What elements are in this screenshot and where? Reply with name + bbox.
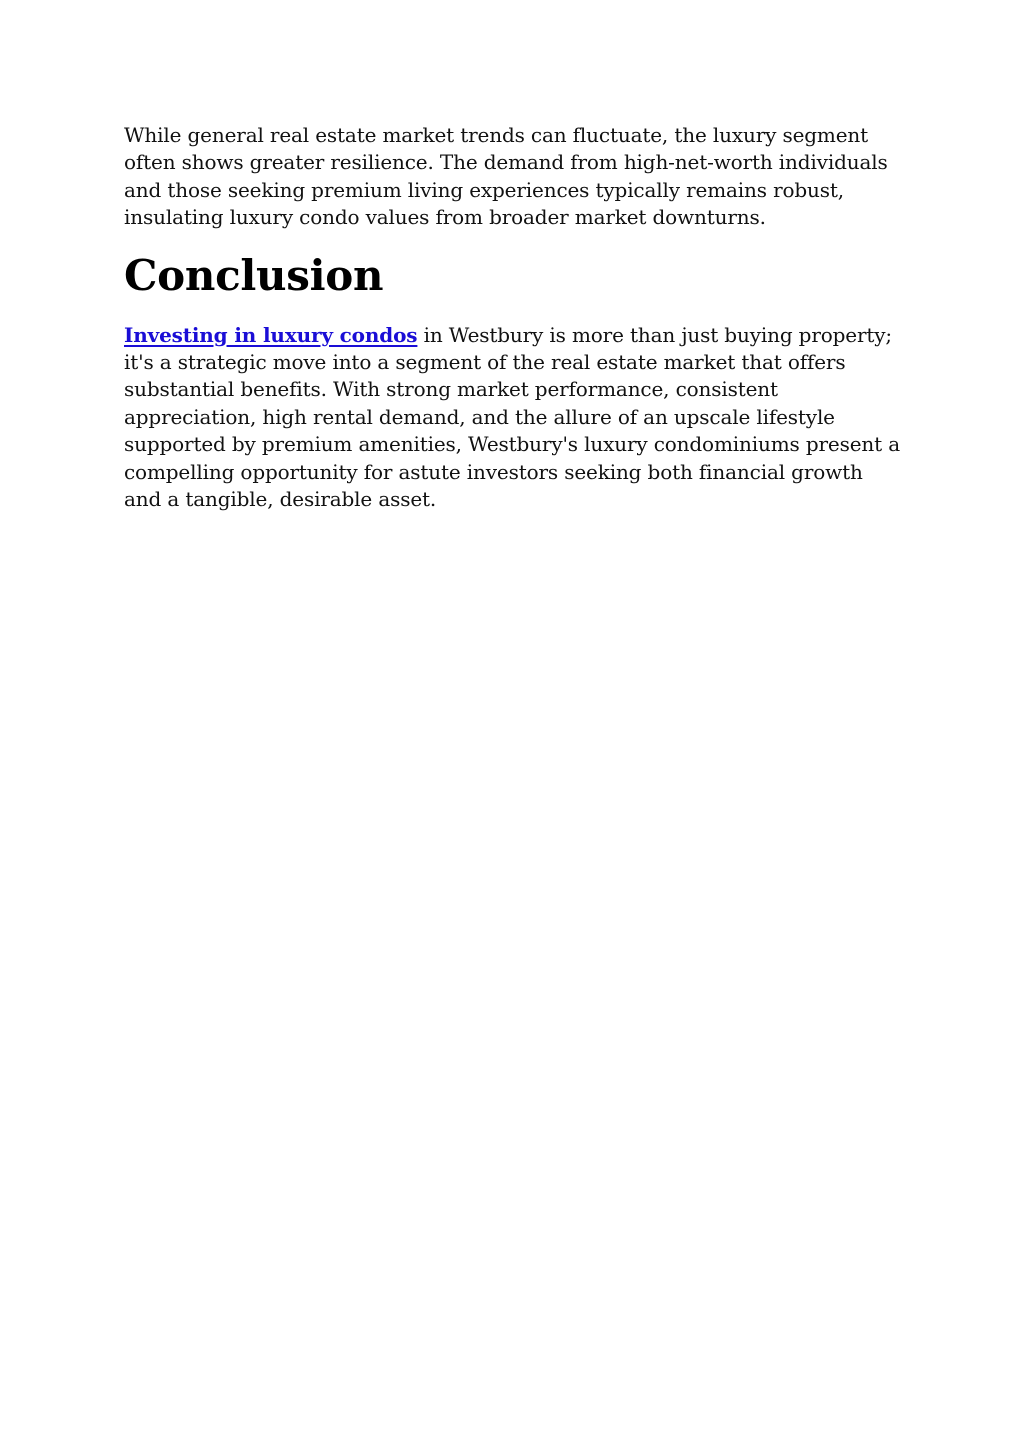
- conclusion-text: in Westbury is more than just buying property; it's a strategic move into a segment of the real estate market that offers substantial benefits. With strong market performance, consistent appreciation, high rental demand, and the allure of an upscale lifestyle supported by premium amenities, Westbury's luxury condominiums present a compelling opportunity for astute investors seeking both financial growth and a tangible, desirable asset.: [124, 322, 901, 512]
- section-heading: Conclusion: [124, 250, 384, 300]
- article-body: [124, 122, 904, 513]
- intro-paragraph: While general real estate market trends can fluctuate, the luxury segment often shows greater resilience. The demand from high-net-worth individuals and those seeking premium living experiences typically remains robust, insulating luxury condo values from broader market downturns.: [124, 123, 888, 230]
- investing-link[interactable]: Investing in luxury condos: [124, 322, 418, 347]
- conclusion-paragraph: [124, 322, 904, 514]
